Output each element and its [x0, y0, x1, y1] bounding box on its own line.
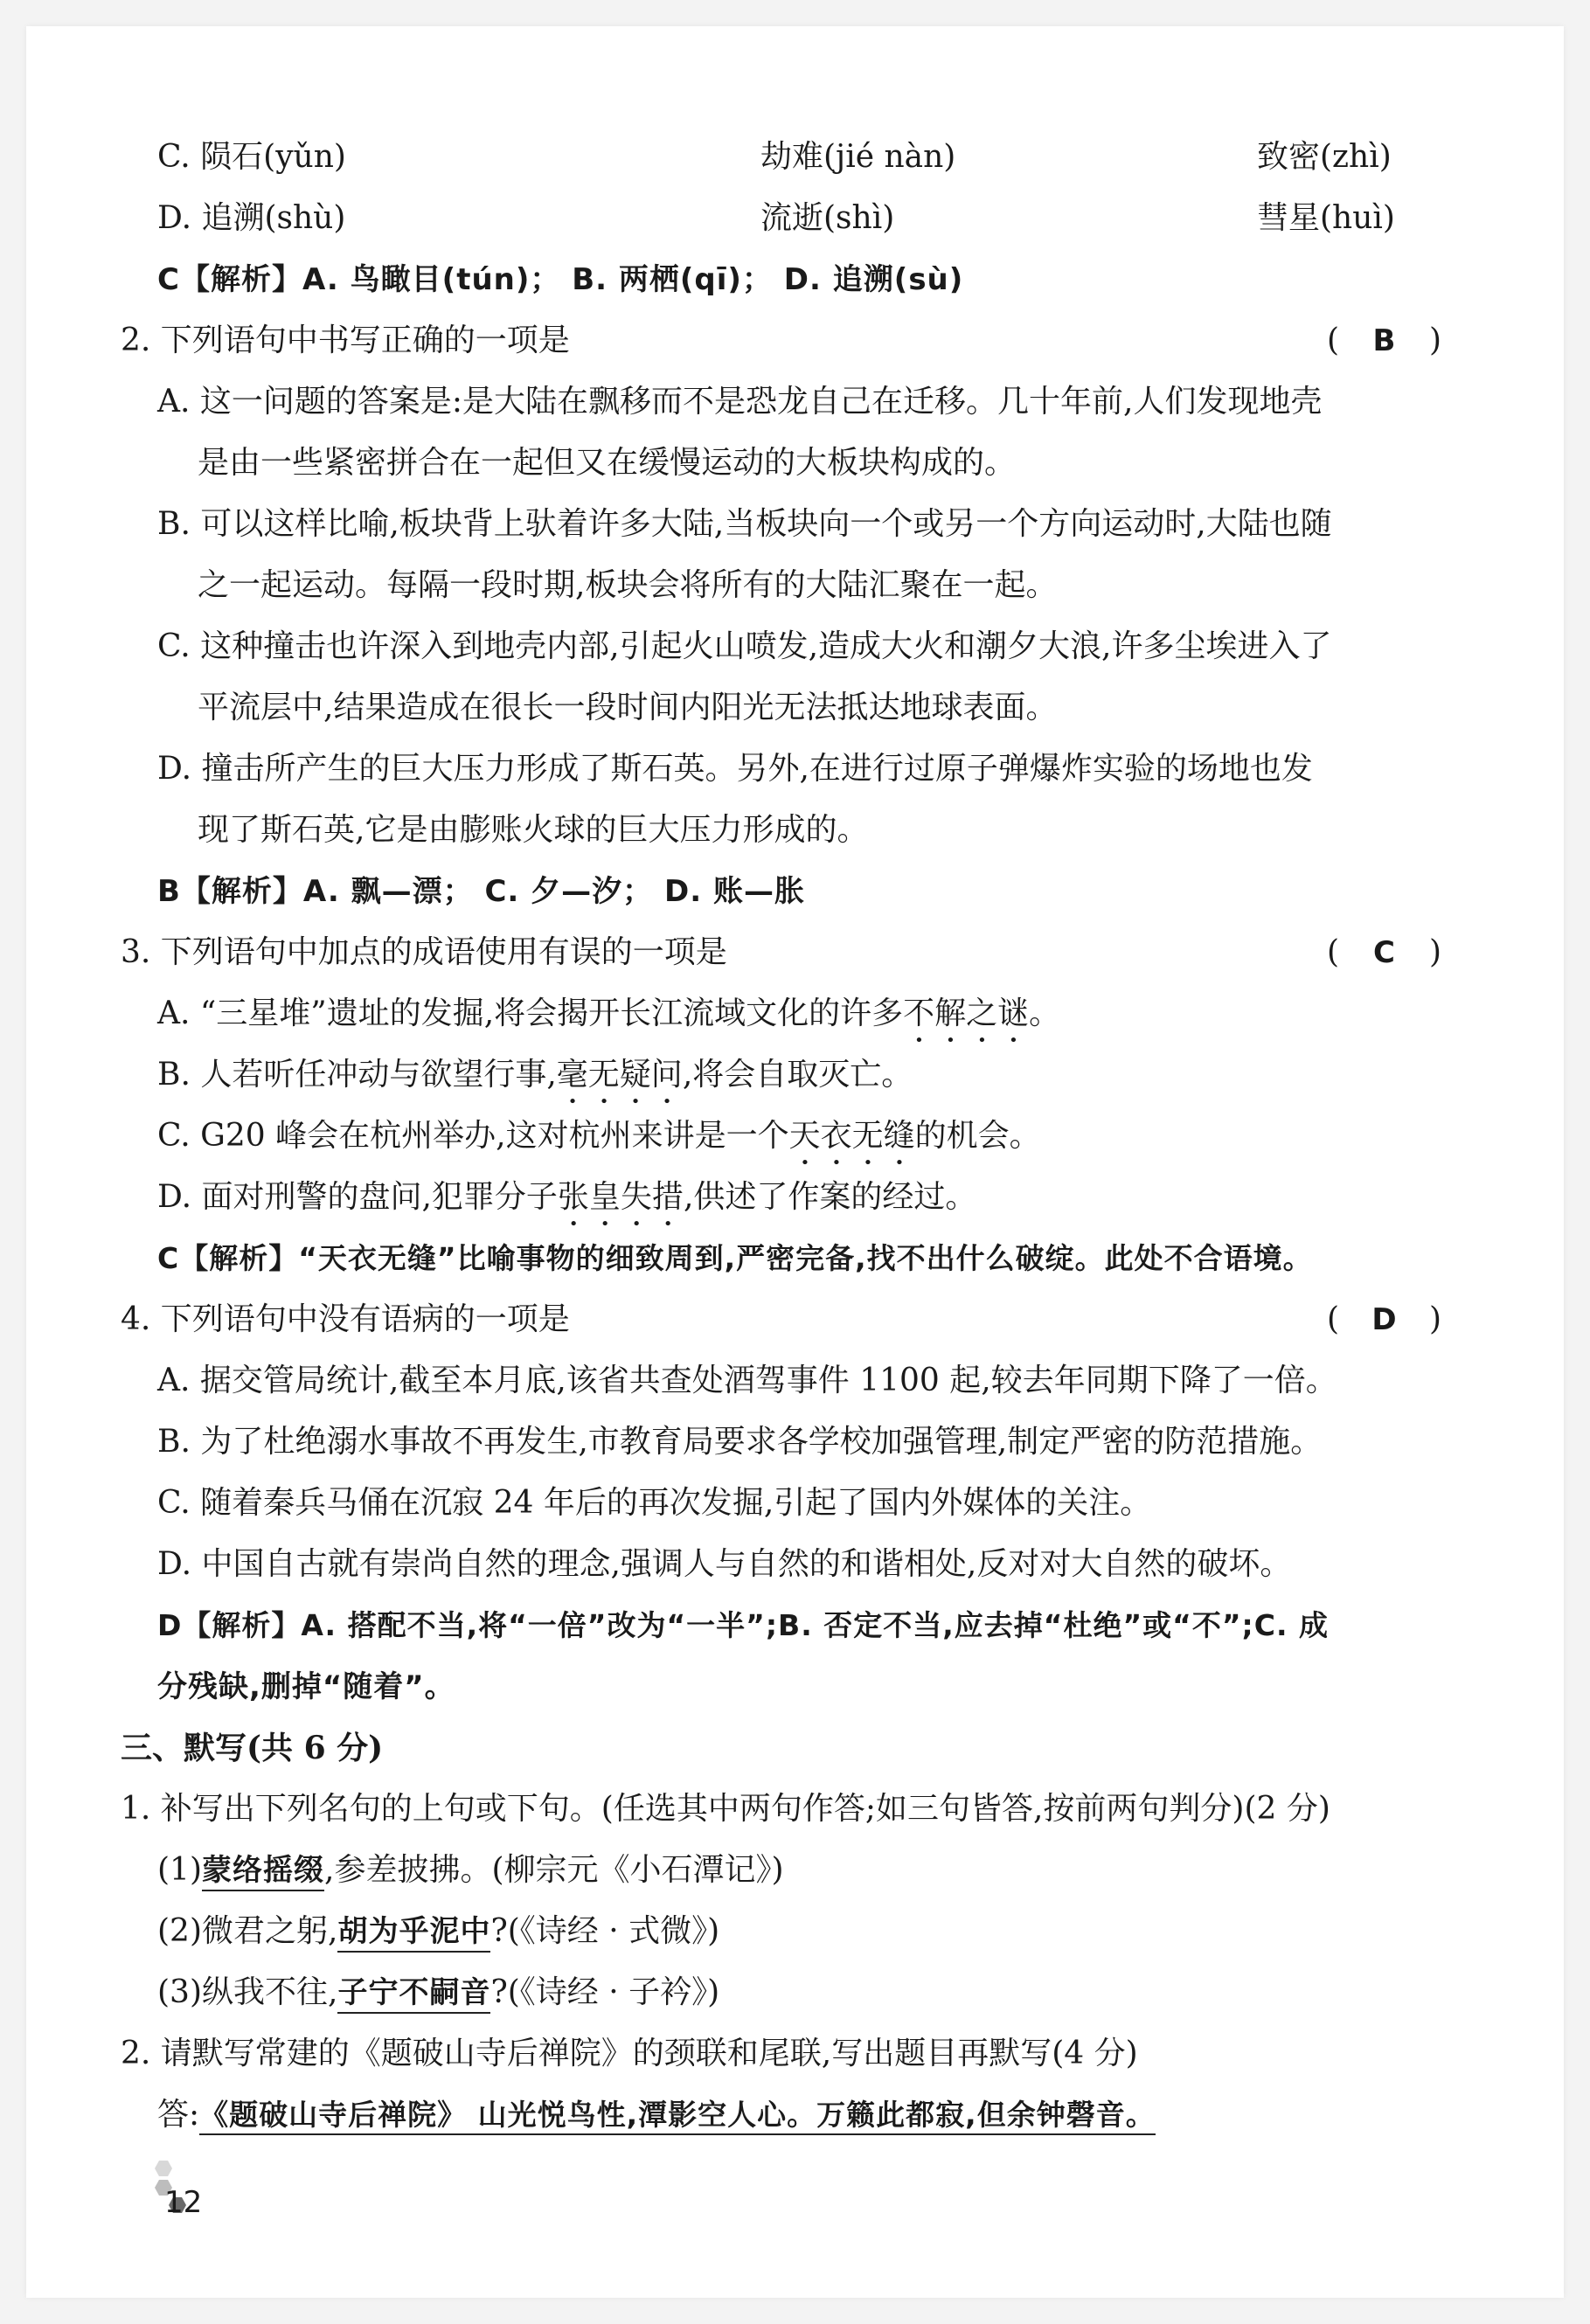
s3-q1-item2-source: ?(《诗经 · 式微》)	[490, 1913, 720, 1949]
q3-option-b-tail: ,将会自取灭亡。	[682, 1057, 913, 1093]
q2-option-b-line1: B. 可以这样比喻,板块背上驮着许多大陆,当板块向一个或另一个方向运动时,大陆也随	[157, 506, 1332, 542]
q3-option-b	[157, 1054, 913, 1111]
q2-analysis: B【解析】A. 飘—漂； C. 夕—汐； D. 账—胀	[157, 874, 805, 909]
q1-option-d-mid: 流逝(shì)	[760, 200, 895, 236]
s3-q2-answer-line	[157, 2094, 1156, 2136]
s3-q2-label: 答:	[157, 2097, 200, 2133]
q2-answer-bracket: ( B )	[1327, 320, 1441, 362]
s3-q1-item3-source: ?(《诗经 · 子衿》)	[490, 1974, 720, 2010]
q3-option-b-idiom: 毫无疑问	[556, 1057, 683, 1093]
q3-option-b-text: B. 人若听任冲动与欲望行事,	[157, 1057, 557, 1093]
q2-option-c-line1: C. 这种撞击也许深入到地壳内部,引起火山喷发,造成大火和潮夕大浪,许多尘埃进入了	[157, 628, 1332, 664]
q4-option-d: D. 中国自古就有崇尚自然的理念,强调人与自然的和谐相处,反对对大自然的破坏。	[157, 1546, 1292, 1582]
document-page	[26, 26, 1564, 2298]
q3-option-c-idiom: 天衣无缝	[788, 1118, 915, 1154]
q4-answer: D	[1371, 1302, 1397, 1337]
q3-option-c	[157, 1115, 1041, 1172]
q3-option-c-text: C. G20 峰会在杭州举办,这对杭州来讲是一个	[157, 1118, 789, 1154]
q2-option-d-line2: 现了斯石英,它是由膨账火球的巨大压力形成的。	[198, 812, 869, 848]
q3-option-d	[157, 1176, 976, 1233]
q4-option-c: C. 随着秦兵马俑在沉寂 24 年后的再次发掘,引起了国内外媒体的关注。	[157, 1485, 1152, 1521]
q3-option-a-tail: 。	[1029, 996, 1061, 1031]
s3-q1-item2	[157, 1911, 719, 1953]
q1-option-c-left: C. 陨石(yǔn)	[157, 139, 346, 175]
q4-option-b: B. 为了杜绝溺水事故不再发生,市教育局要求各学校加强管理,制定严密的防范措施。	[157, 1424, 1323, 1460]
q3-analysis: C【解析】“天衣无缝”比喻事物的细致周到,严密完备,找不出什么破绽。此处不合语境。	[157, 1241, 1313, 1275]
section-heading: 三、默写(共 6 分)	[121, 1730, 384, 1766]
q3-stem: 3. 下列语句中加点的成语使用有误的一项是	[121, 934, 727, 970]
s3-q1-item3-answer: 子宁不嗣音	[337, 1975, 490, 2014]
s3-q1-item3-text: (3)纵我不往,	[157, 1974, 338, 2010]
q1-option-d-left: D. 追溯(shù)	[157, 200, 346, 236]
q1-option-d-right: 彗星(huì)	[1257, 200, 1395, 236]
q3-option-c-tail: 的机会。	[914, 1118, 1041, 1154]
q3-option-d-text: D. 面对刑警的盘问,犯罪分子	[157, 1179, 558, 1215]
q4-stem: 4. 下列语句中没有语病的一项是	[121, 1301, 570, 1337]
q3-answer-bracket: ( C )	[1327, 932, 1441, 974]
q4-analysis-line1: D【解析】A. 搭配不当,将“一倍”改为“一半”;B. 否定不当,应去掉“杜绝”或“不”;C. 成	[157, 1608, 1329, 1642]
s3-q1-item2-answer: 胡为乎泥中	[337, 1914, 490, 1953]
q2-answer: B	[1372, 323, 1396, 358]
q1-option-c-mid: 劫难(jié nàn)	[760, 139, 956, 175]
q2-stem: 2. 下列语句中书写正确的一项是	[121, 323, 570, 358]
q1-option-c-right: 致密(zhì)	[1257, 139, 1392, 175]
s3-q1-item1-number: (1)	[157, 1852, 202, 1888]
q3-option-a	[157, 993, 1060, 1050]
q2-option-a-line1: A. 这一问题的答案是:是大陆在飘移而不是恐龙自己在迁移。几十年前,人们发现地壳	[157, 384, 1323, 420]
page-number: 12	[164, 2185, 203, 2220]
s3-q1-item2-text: (2)微君之躬,	[157, 1913, 338, 1949]
q3-option-a-text: A. “三星堆”遗址的发掘,将会揭开长江流域文化的许多	[157, 996, 904, 1031]
q2-option-b-line2: 之一起运动。每隔一段时期,板块会将所有的大陆汇聚在一起。	[198, 567, 1058, 603]
s3-q2-answer: 《题破山寺后禅院》 山光悦鸟性,潭影空人心。万籁此都寂,但余钟磬音。	[199, 2098, 1156, 2135]
q4-option-a: A. 据交管局统计,截至本月底,该省共查处酒驾事件 1100 起,较去年同期下降了一倍。	[157, 1363, 1337, 1398]
s3-q1-item1	[157, 1849, 784, 1891]
q4-analysis-line2: 分残缺,删掉“随着”。	[157, 1669, 455, 1704]
q3-option-d-tail: ,供述了作案的经过。	[683, 1179, 977, 1215]
q2-option-d-line1: D. 撞击所产生的巨大压力形成了斯石英。另外,在进行过原子弹爆炸实验的场地也发	[157, 751, 1313, 787]
s3-q1-item1-text: ,参差披拂。(柳宗元《小石潭记》)	[324, 1852, 784, 1888]
q3-option-a-idiom: 不解之谜	[903, 996, 1030, 1031]
s3-q1-item1-answer: 蒙络摇缀	[202, 1853, 324, 1891]
s3-q1-stem: 1. 补写出下列名句的上句或下句。(任选其中两句作答;如三句皆答,按前两句判分)(2 分)	[121, 1791, 1330, 1827]
q4-answer-bracket: ( D )	[1327, 1299, 1441, 1341]
s3-q1-item3	[157, 1972, 719, 2014]
q1-analysis: C【解析】A. 鸟瞰目(tún)； B. 两栖(qī)； D. 追溯(sù)	[157, 262, 964, 297]
s3-q2-stem: 2. 请默写常建的《题破山寺后禅院》的颈联和尾联,写出题目再默写(4 分)	[121, 2036, 1138, 2071]
q2-option-a-line2: 是由一些紧密拼合在一起但又在缓慢运动的大板块构成的。	[198, 445, 1017, 481]
q3-option-d-idiom: 张皇失措	[557, 1179, 684, 1215]
q2-option-c-line2: 平流层中,结果造成在很长一段时间内阳光无法抵达地球表面。	[198, 690, 1058, 725]
q3-answer: C	[1373, 935, 1395, 970]
